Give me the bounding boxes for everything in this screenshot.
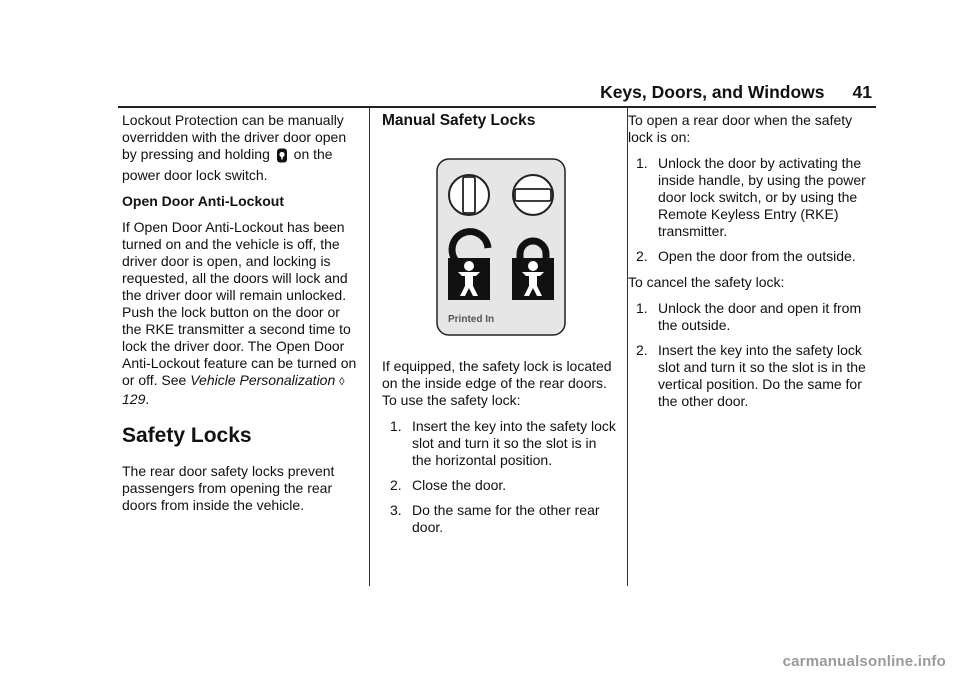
subheading-anti-lockout: Open Door Anti-Lockout [122,193,285,209]
list-item: 1. Unlock the door and open it from the outside. [636,300,862,333]
cancel-lock-steps [628,300,880,410]
safety-locks-paragraph: The rear door safety locks prevent passengers from opening the rear doors from inside the vehicle. [122,463,335,513]
open-door-intro: To open a rear door when the safety lock is on: [628,112,853,145]
anti-lockout-paragraph [122,219,362,408]
page-ref-number[interactable]: 129 [122,391,146,407]
anti-lockout-text: If Open Door Anti-Lockout has been turned on and the vehicle is off, the driver door is open, and locking is requested, all the doors will lock and the driver door will remain unlocked. Push the lock button on the door or the RKE transmitter a second time to lock the driver door. The Open Door Anti-Lockout feature can be turned on or off. See [122,219,357,388]
horizontal-slot-icon [513,175,553,215]
cancel-lock-intro: To cancel the safety lock: [628,274,785,290]
lock-icon [276,148,288,167]
period: . [145,391,150,407]
watermark: carmanualsonline.info [782,653,946,670]
column-divider-1 [369,108,370,586]
list-item: 1. Insert the key into the safety lock slot and turn it so the slot is in the horizontal position. [390,418,616,468]
open-door-steps [628,155,880,265]
header-rule [118,106,876,108]
page-header [600,82,872,103]
manual-lock-intro: If equipped, the safety lock is located on the inside edge of the rear doors. To use the safety lock: [382,358,612,408]
lockout-text-b: on the power door lock switch. [122,146,333,183]
list-item: 2. Insert the key into the safety lock slot and turn it so the slot is in the vertical position. Do the same for the other door. [636,342,866,409]
manual-safety-locks-heading: Manual Safety Locks [382,112,536,129]
lockout-paragraph [122,112,362,184]
page-number: 41 [852,82,872,102]
safety-locks-heading: Safety Locks [122,424,252,447]
manual-lock-steps [382,418,618,536]
vehicle-personalization-link[interactable]: Vehicle Personalization [190,372,336,388]
lockout-text-a: Lockout Protection can be manually overridden with the driver door open by pressing and holding [122,112,347,162]
column-3 [628,112,880,419]
section-title: Keys, Doors, and Windows [600,82,825,102]
column-2 [382,112,618,545]
column-1 [122,112,362,523]
vertical-slot-icon [449,175,489,215]
figure-label: Printed In [448,314,495,325]
page-ref-icon: ◊ [339,376,345,388]
list-item: 1. Unlock the door by activating the inside handle, by using the power door lock switch, or by using the Remote Keyless Entry (RKE) transmitter. [636,155,866,239]
list-item: 2. Close the door. [390,477,507,493]
list-item: 3. Do the same for the other rear door. [390,502,600,535]
list-item: 2. Open the door from the outside. [636,248,856,264]
safety-lock-figure [436,158,618,340]
